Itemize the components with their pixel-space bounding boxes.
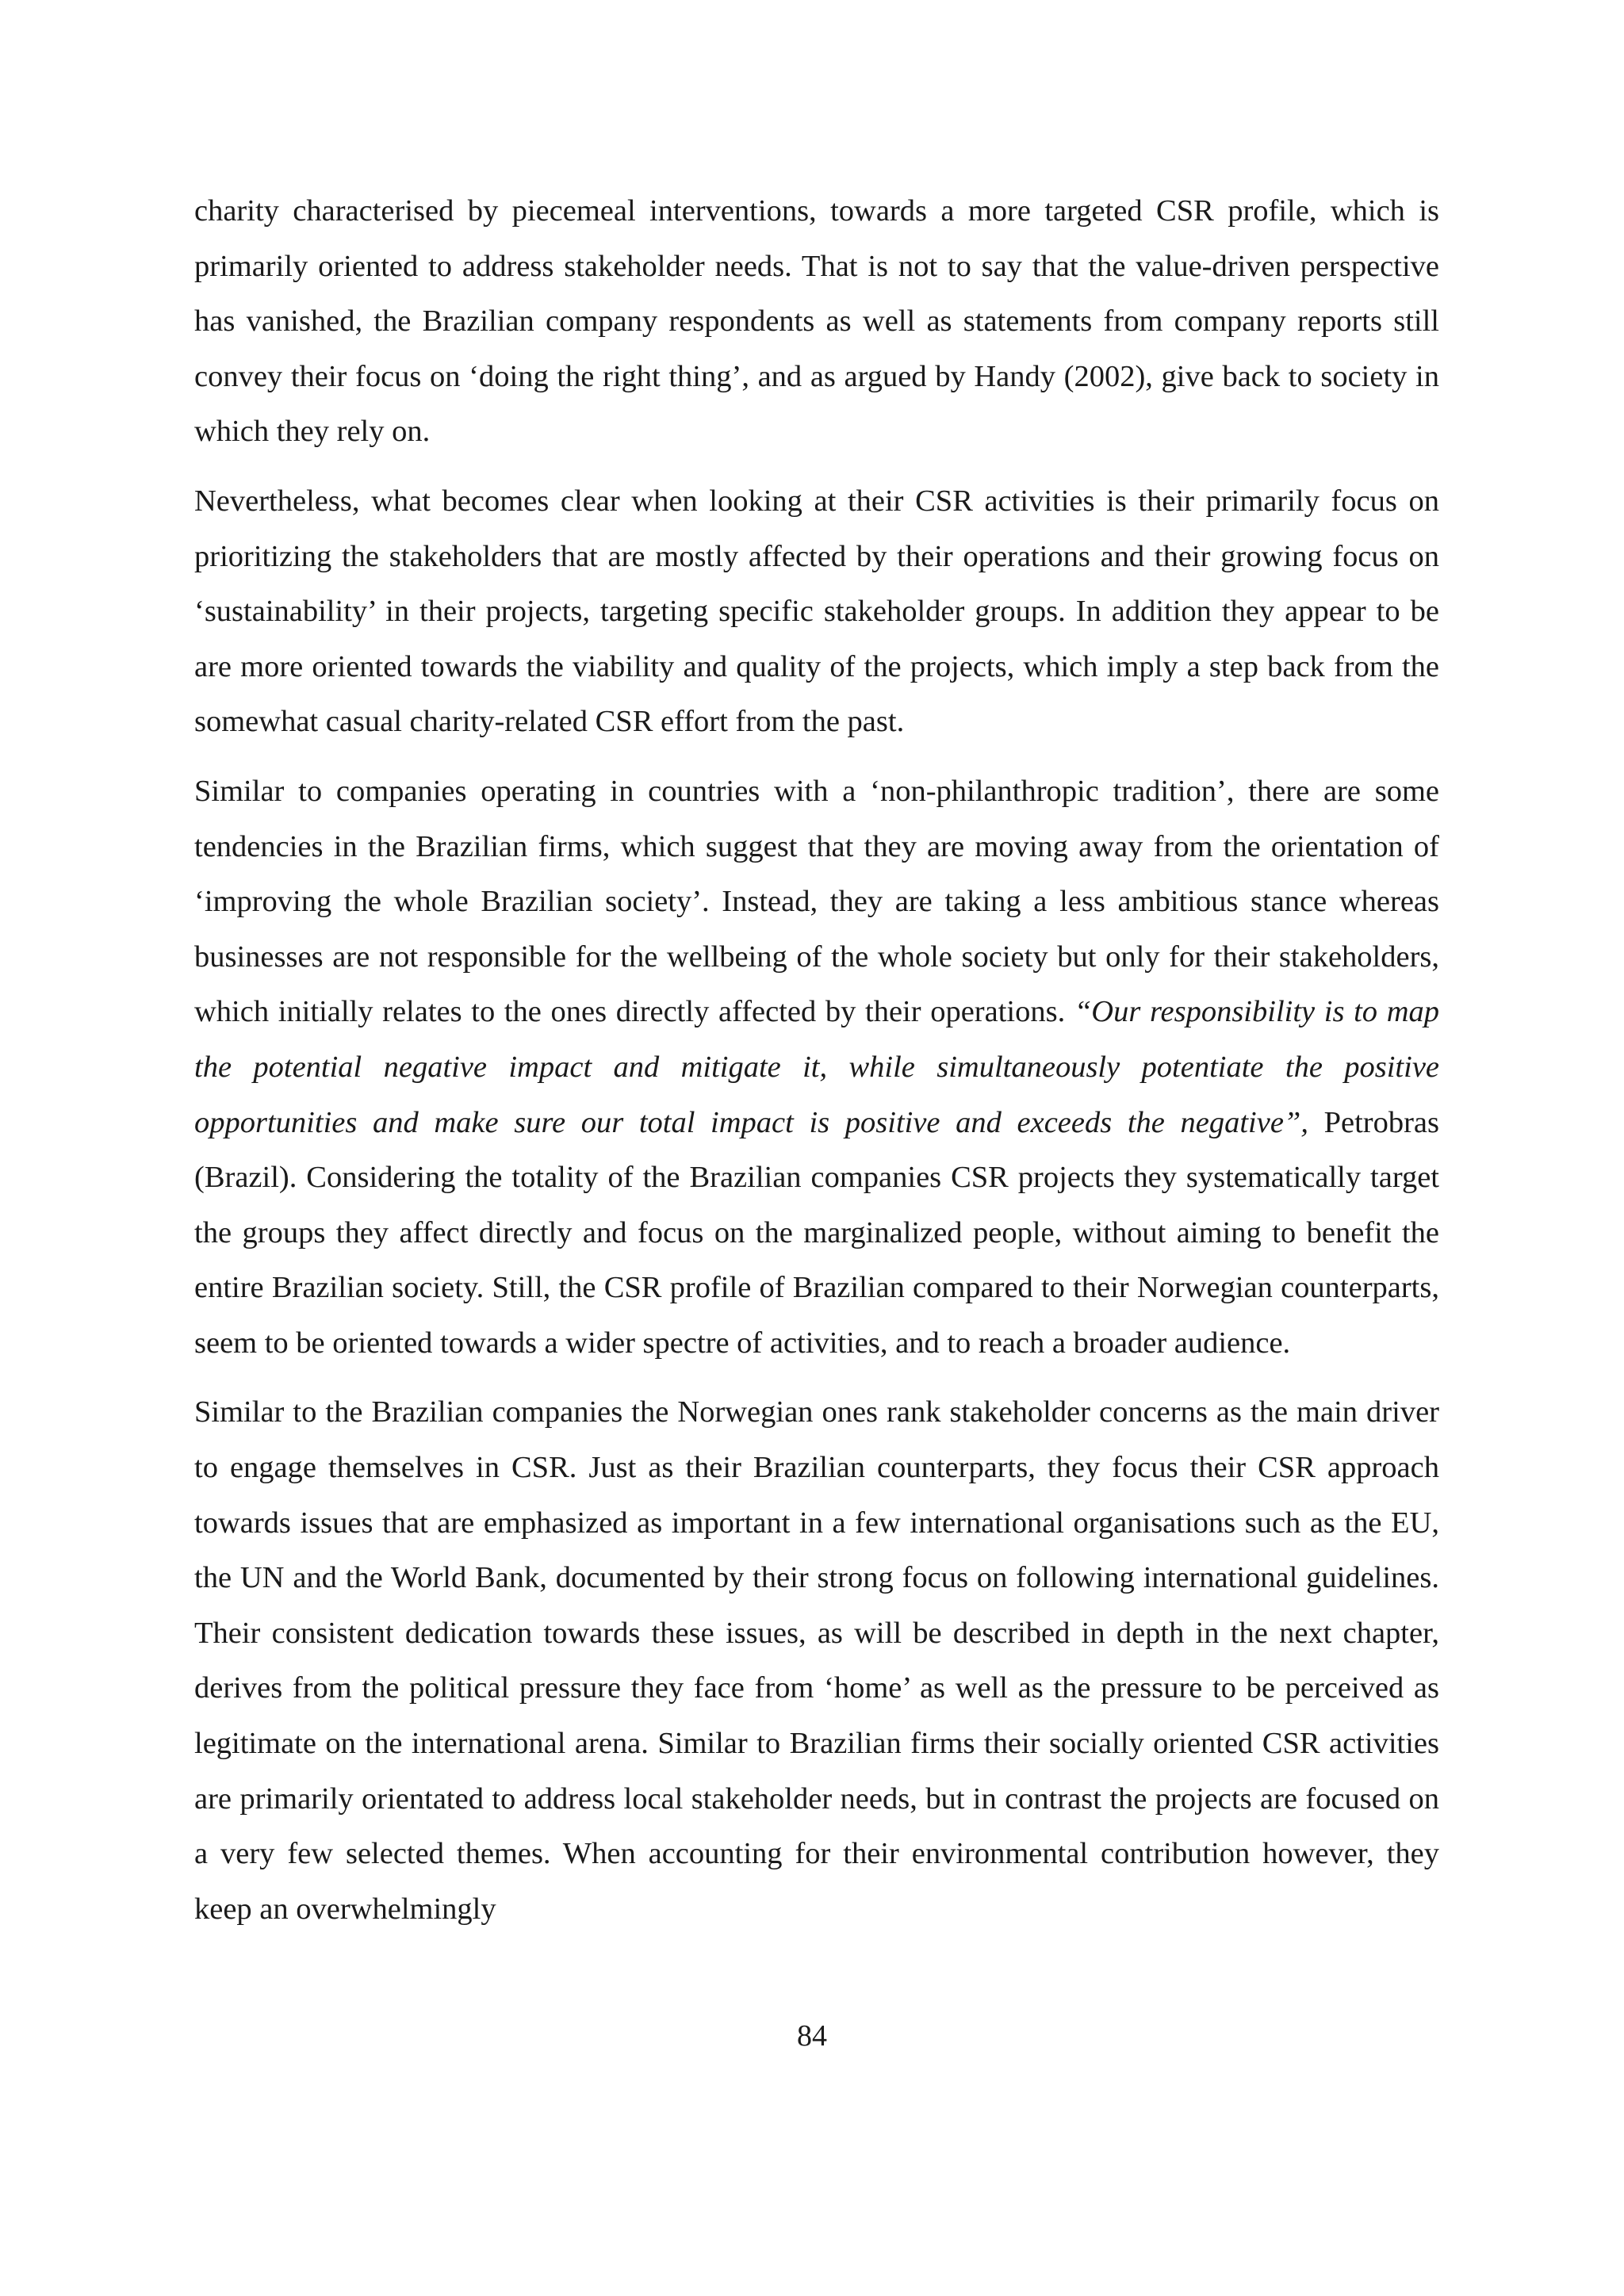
paragraph-3-text-b: Petrobras (Brazil). Considering the totality of the Brazilian companies CSR projects they systematically target the groups they affect directly and focus on the marginalized people, without aiming to benefit the entire Brazilian society. Still, the CSR profile of Brazilian compared to their Norwegian counterparts, seem to be oriented towards a wider spectre of activities, and to reach a broader audience. [194, 1105, 1439, 1360]
paragraph-2 [194, 474, 1439, 750]
paragraph-2-text: Nevertheless, what becomes clear when looking at their CSR activities is their primarily focus on prioritizing the stakeholders that are mostly affected by their operations and their growing focus on ‘sustainability’ in their projects, targeting specific stakeholder groups. In addition they appear to be are more oriented towards the viability and quality of the projects, which imply a step back from the somewhat casual charity-related CSR effort from the past. [194, 484, 1439, 739]
paragraph-3 [194, 764, 1439, 1372]
document-body [194, 184, 1439, 1951]
petrobras-quote: “Our responsibility is to map the potential negative impact and mitigate it, while simultaneously potentiate the positive opportunities and make sure our total impact is positive and exceeds the negative”, [194, 995, 1439, 1139]
paragraph-1-text: charity characterised by piecemeal interventions, towards a more targeted CSR profile, which is primarily oriented to address stakeholder needs. That is not to say that the value-driven perspective has vanished, the Brazilian company respondents as well as statements from company reports still convey their focus on ‘doing the right thing’, and as argued by Handy (2002), give back to society in which they rely on. [194, 194, 1439, 449]
page-number: 84 [797, 2019, 827, 2053]
paragraph-4-text: Similar to the Brazilian companies the Norwegian ones rank stakeholder concerns as the main driver to engage themselves in CSR. Just as their Brazilian counterparts, they focus their CSR approach towards issues that are emphasized as important in a few international organisations such as the EU, the UN and the World Bank, documented by their strong focus on following international guidelines. Their consistent dedication towards these issues, as will be described in depth in the next chapter, derives from the political pressure they face from ‘home’ as well as the pressure to be perceived as legitimate on the international arena. Similar to Brazilian firms their socially oriented CSR activities are primarily orientated to address local stakeholder needs, but in contrast the projects are focused on a very few selected themes. When accounting for their environmental contribution however, they keep an overwhelmingly [194, 1395, 1439, 1926]
paragraph-1 [194, 184, 1439, 460]
paragraph-4 [194, 1385, 1439, 1937]
paragraph-3-text-a: Similar to companies operating in countries with a ‘non-philanthropic tradition’, there are some tendencies in the Brazilian firms, which suggest that they are moving away from the orientation of ‘improving the whole Brazilian society’. Instead, they are taking a less ambitious stance whereas businesses are not responsible for the wellbeing of the whole society but only for their stakeholders, which initially relates to the ones directly affected by their operations. [194, 774, 1439, 1029]
